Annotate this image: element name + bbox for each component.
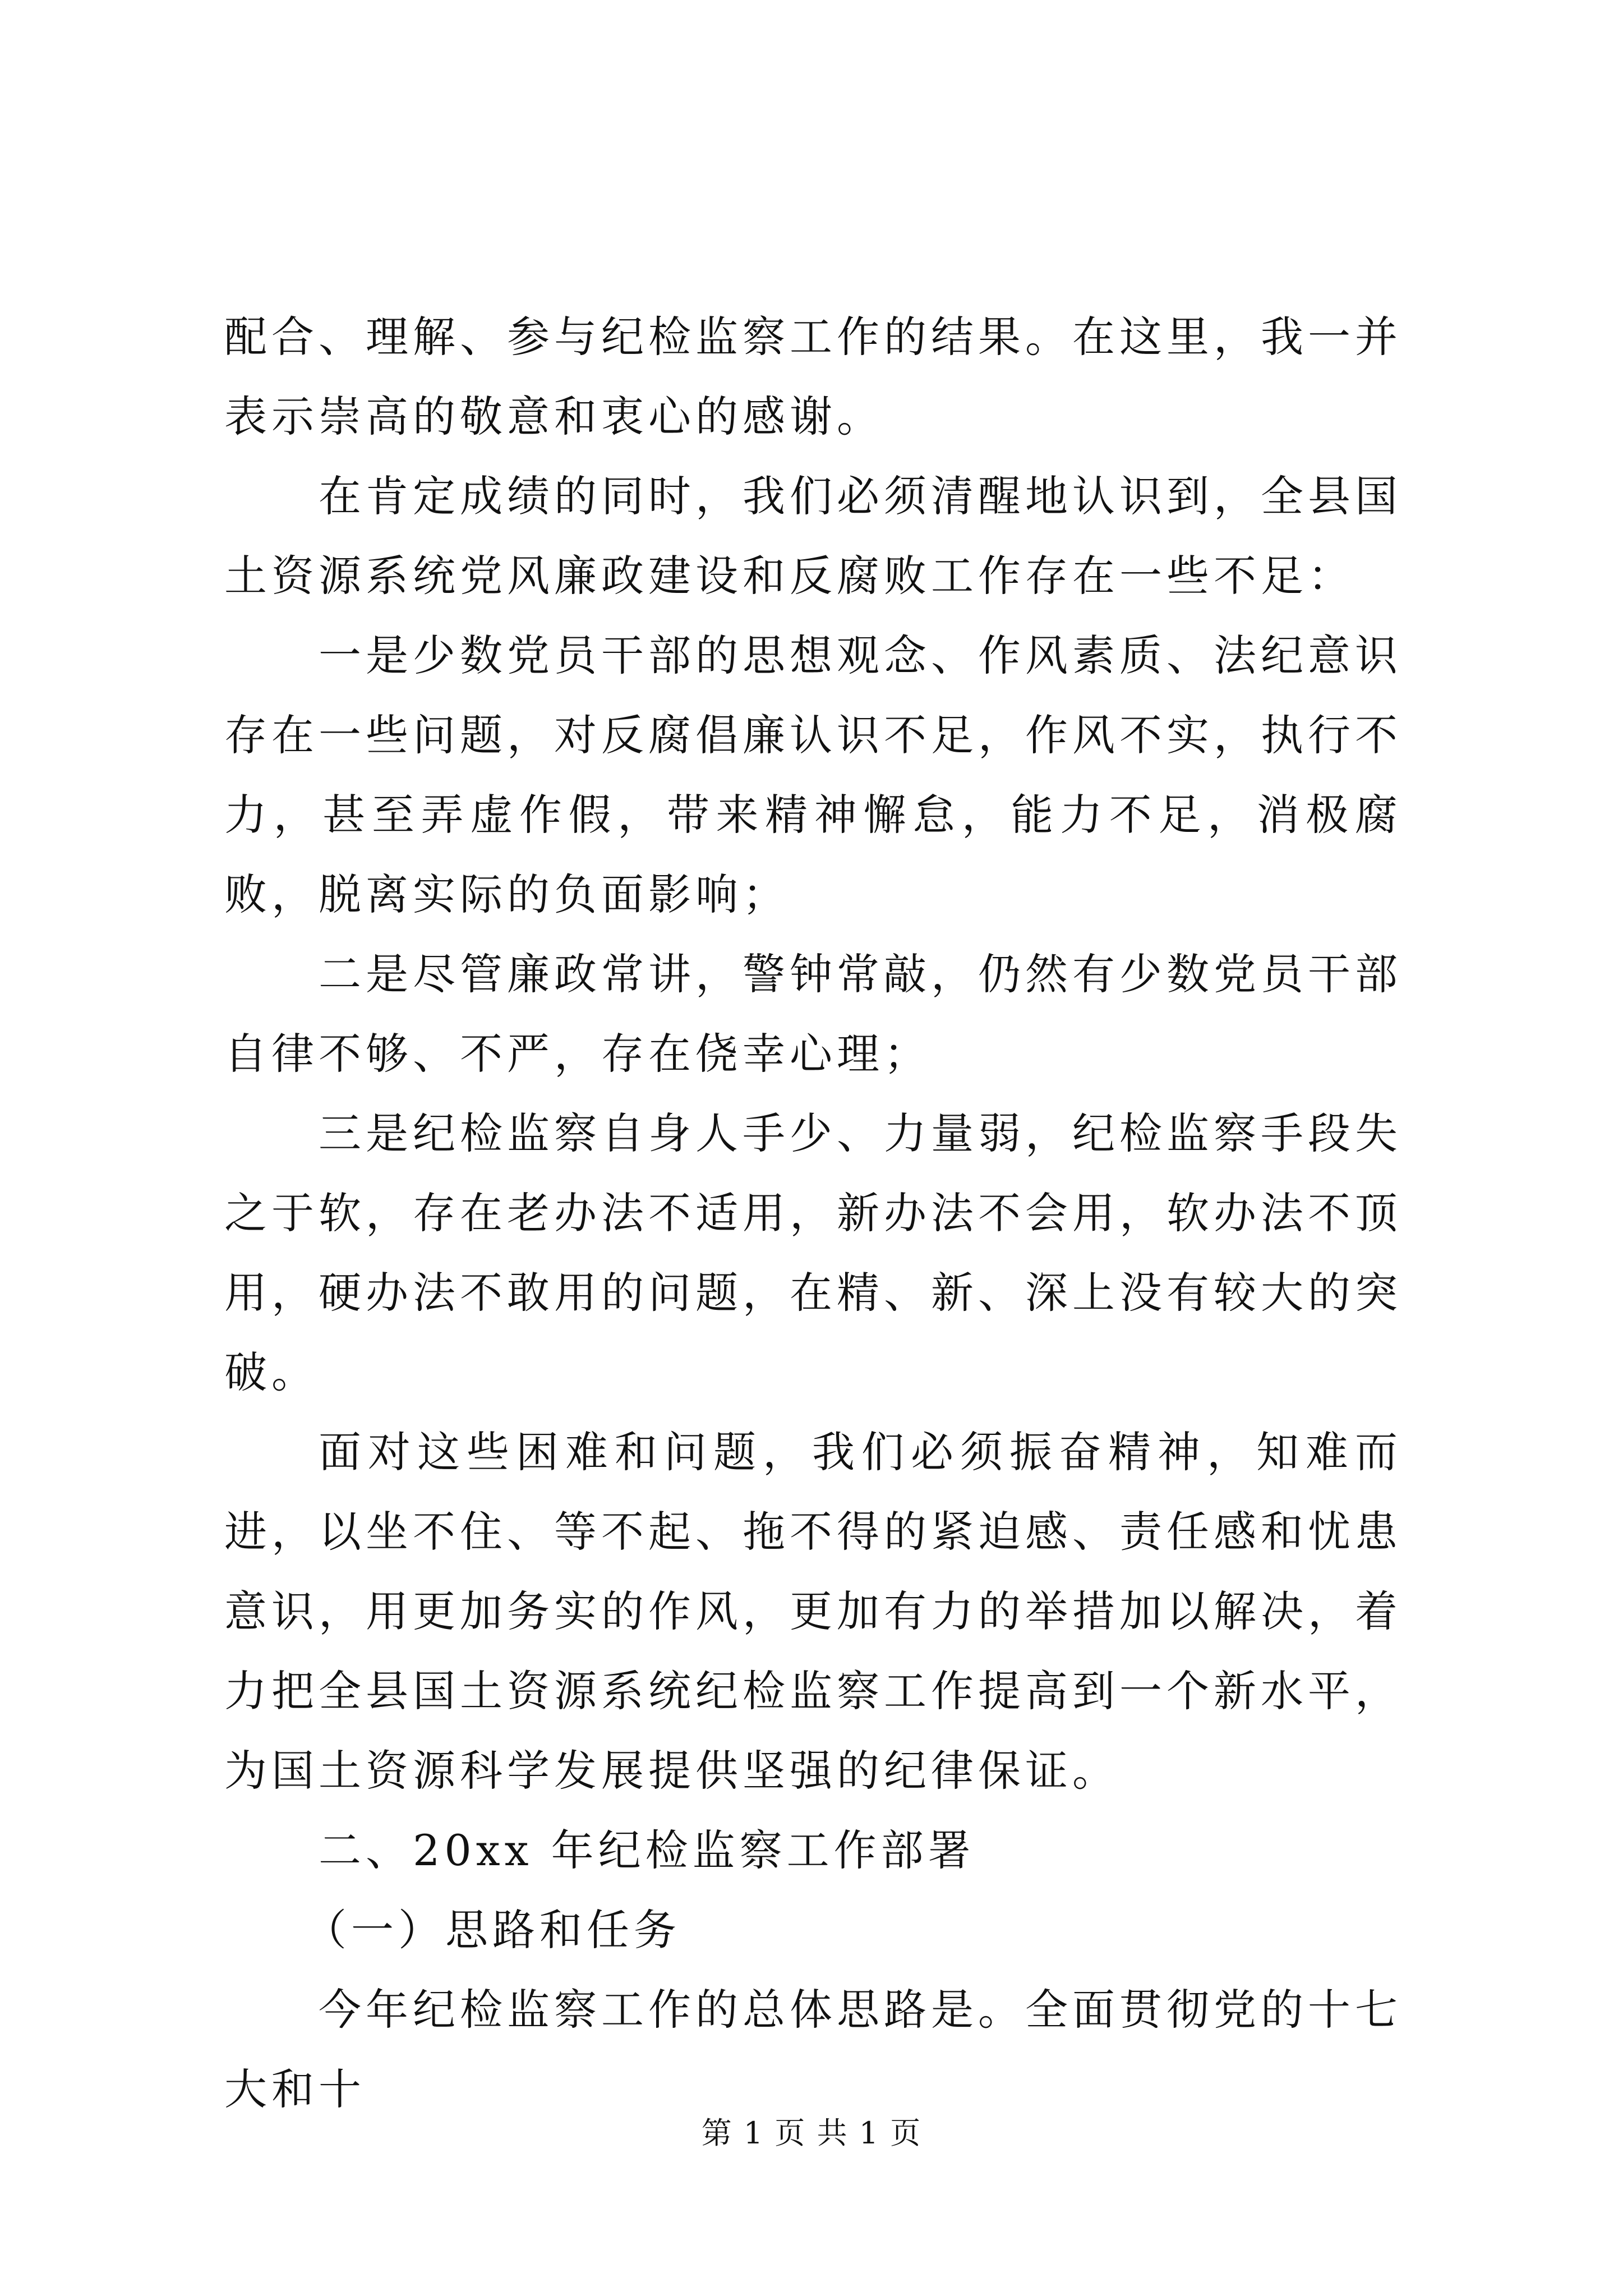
document-body — [224, 297, 1402, 2129]
subsection-heading: （一）思路和任务 — [304, 1905, 681, 1955]
paragraph-shortcoming-one: 一是少数党员干部的思想观念、作风素质、法纪意识存在一些问题，对反腐倡廉认识不足，作风不实，执行不力，甚至弄虚作假，带来精神懈怠，能力不足，消极腐败，脱离实际的负面影响； — [224, 631, 1402, 919]
paragraph-shortcomings-intro: 在肯定成绩的同时，我们必须清醒地认识到，全县国土资源系统党风廉政建设和反腐败工作存在一些不足： — [224, 471, 1402, 601]
paragraph-shortcoming-two: 二是尽管廉政常讲，警钟常敲，仍然有少数党员干部自律不够、不严，存在侥幸心理； — [224, 949, 1402, 1079]
page-footer: 第 1 页 共 1 页 — [701, 2115, 922, 2151]
paragraph-overall-approach: 今年纪检监察工作的总体思路是。全面贯彻党的十七大和十 — [224, 1985, 1402, 2114]
paragraph-shortcoming-three: 三是纪检监察自身人手少、力量弱，纪检监察手段失之于软，存在老办法不适用，新办法不会用，软办法不顶用，硬办法不敢用的问题，在精、新、深上没有较大的突破。 — [224, 1108, 1402, 1397]
section-heading: 二、20xx 年纪检监察工作部署 — [319, 1825, 975, 1875]
paragraph-response: 面对这些困难和问题，我们必须振奋精神，知难而进，以坐不住、等不起、拖不得的紧迫感、责任感和忧患意识，用更加务实的作风，更加有力的举措加以解决，着力把全县国土资源系统纪检监察工作提高到一个新水平，为国土资源科学发展提供坚强的纪律保证。 — [224, 1427, 1402, 1796]
paragraph-gratitude: 配合、理解、参与纪检监察工作的结果。在这里，我一并表示崇高的敬意和衷心的感谢。 — [224, 312, 1402, 441]
